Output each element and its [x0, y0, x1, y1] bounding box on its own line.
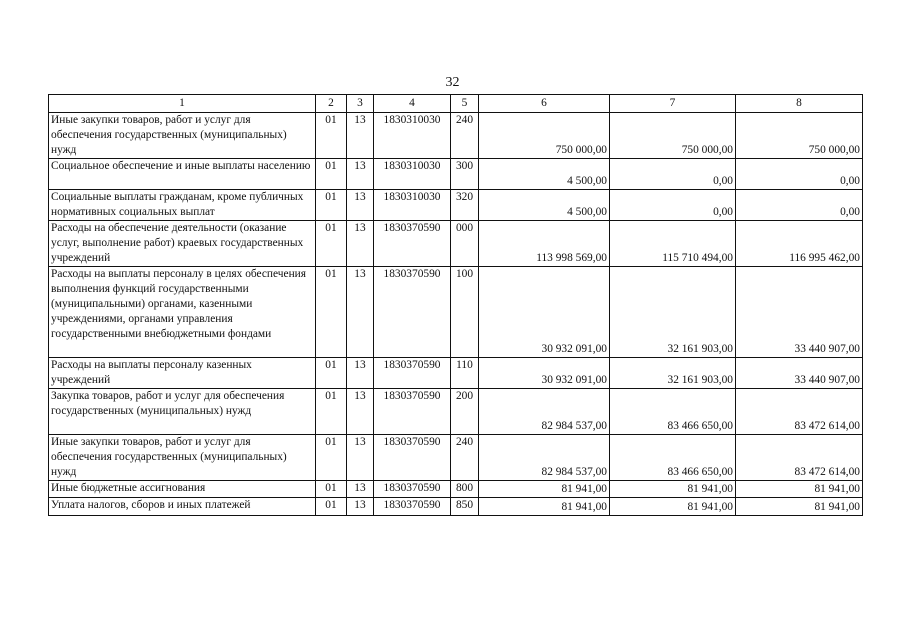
target-article-cell: 1830370590 — [374, 389, 451, 435]
amount-col7-cell: 81 941,00 — [610, 481, 736, 498]
section-code-cell: 01 — [316, 221, 347, 267]
amount-col6-cell: 750 000,00 — [479, 113, 610, 159]
amount-col6-cell: 30 932 091,00 — [479, 267, 610, 358]
expense-type-cell: 800 — [451, 481, 479, 498]
expense-type-cell: 850 — [451, 498, 479, 516]
amount-col8-cell: 83 472 614,00 — [736, 435, 863, 481]
row-name-cell: Расходы на обеспечение деятельности (оказание услуг, выполнение работ) краевых государственных учреждений — [49, 221, 316, 267]
column-header: 6 — [479, 95, 610, 113]
section-code-cell: 01 — [316, 481, 347, 498]
subsection-code-cell: 13 — [347, 389, 374, 435]
section-code-cell: 01 — [316, 358, 347, 389]
column-header: 5 — [451, 95, 479, 113]
expense-type-cell: 110 — [451, 358, 479, 389]
subsection-code-cell: 13 — [347, 221, 374, 267]
subsection-code-cell: 13 — [347, 159, 374, 190]
section-code-cell: 01 — [316, 498, 347, 516]
row-name-cell: Иные бюджетные ассигнования — [49, 481, 316, 498]
amount-col6-cell: 113 998 569,00 — [479, 221, 610, 267]
expense-type-cell: 240 — [451, 435, 479, 481]
target-article-cell: 1830370590 — [374, 498, 451, 516]
page-number: 32 — [445, 75, 460, 90]
amount-col6-cell: 82 984 537,00 — [479, 389, 610, 435]
target-article-cell: 1830370590 — [374, 221, 451, 267]
subsection-code-cell: 13 — [347, 498, 374, 516]
target-article-cell: 1830310030 — [374, 159, 451, 190]
target-article-cell: 1830370590 — [374, 481, 451, 498]
section-code-cell: 01 — [316, 113, 347, 159]
table-row — [49, 267, 863, 358]
target-article-cell: 1830310030 — [374, 113, 451, 159]
amount-col8-cell: 33 440 907,00 — [736, 358, 863, 389]
budget-table — [48, 94, 863, 516]
expense-type-cell: 320 — [451, 190, 479, 221]
amount-col8-cell: 750 000,00 — [736, 113, 863, 159]
amount-col6-cell: 4 500,00 — [479, 159, 610, 190]
row-name-cell: Иные закупки товаров, работ и услуг для обеспечения государственных (муниципальных) нужд — [49, 435, 316, 481]
amount-col7-cell: 83 466 650,00 — [610, 389, 736, 435]
column-header: 3 — [347, 95, 374, 113]
amount-col8-cell: 33 440 907,00 — [736, 267, 863, 358]
amount-col8-cell: 83 472 614,00 — [736, 389, 863, 435]
table-row — [49, 481, 863, 498]
header-row — [49, 95, 863, 113]
amount-col7-cell: 0,00 — [610, 159, 736, 190]
target-article-cell: 1830370590 — [374, 358, 451, 389]
target-article-cell: 1830370590 — [374, 267, 451, 358]
amount-col8-cell: 116 995 462,00 — [736, 221, 863, 267]
target-article-cell: 1830370590 — [374, 435, 451, 481]
column-header: 8 — [736, 95, 863, 113]
table-row — [49, 389, 863, 435]
section-code-cell: 01 — [316, 435, 347, 481]
amount-col8-cell: 0,00 — [736, 159, 863, 190]
subsection-code-cell: 13 — [347, 358, 374, 389]
section-code-cell: 01 — [316, 190, 347, 221]
column-header: 4 — [374, 95, 451, 113]
amount-col7-cell: 32 161 903,00 — [610, 358, 736, 389]
expense-type-cell: 200 — [451, 389, 479, 435]
expense-type-cell: 300 — [451, 159, 479, 190]
amount-col8-cell: 81 941,00 — [736, 481, 863, 498]
row-name-cell: Уплата налогов, сборов и иных платежей — [49, 498, 316, 516]
amount-col8-cell: 81 941,00 — [736, 498, 863, 516]
table-row — [49, 190, 863, 221]
subsection-code-cell: 13 — [347, 267, 374, 358]
amount-col7-cell: 750 000,00 — [610, 113, 736, 159]
amount-col7-cell: 115 710 494,00 — [610, 221, 736, 267]
amount-col6-cell: 81 941,00 — [479, 498, 610, 516]
section-code-cell: 01 — [316, 267, 347, 358]
row-name-cell: Иные закупки товаров, работ и услуг для обеспечения государственных (муниципальных) нужд — [49, 113, 316, 159]
target-article-cell: 1830310030 — [374, 190, 451, 221]
column-header: 2 — [316, 95, 347, 113]
amount-col6-cell: 30 932 091,00 — [479, 358, 610, 389]
table-row — [49, 221, 863, 267]
subsection-code-cell: 13 — [347, 190, 374, 221]
amount-col6-cell: 82 984 537,00 — [479, 435, 610, 481]
row-name-cell: Расходы на выплаты персоналу казенных учреждений — [49, 358, 316, 389]
row-name-cell: Закупка товаров, работ и услуг для обеспечения государственных (муниципальных) нужд — [49, 389, 316, 435]
row-name-cell: Социальные выплаты гражданам, кроме публичных нормативных социальных выплат — [49, 190, 316, 221]
subsection-code-cell: 13 — [347, 435, 374, 481]
amount-col6-cell: 4 500,00 — [479, 190, 610, 221]
amount-col7-cell: 0,00 — [610, 190, 736, 221]
table-row — [49, 358, 863, 389]
row-name-cell: Социальное обеспечение и иные выплаты населению — [49, 159, 316, 190]
column-header: 1 — [49, 95, 316, 113]
amount-col7-cell: 81 941,00 — [610, 498, 736, 516]
table-row — [49, 113, 863, 159]
table-row — [49, 159, 863, 190]
amount-col7-cell: 32 161 903,00 — [610, 267, 736, 358]
section-code-cell: 01 — [316, 159, 347, 190]
expense-type-cell: 240 — [451, 113, 479, 159]
expense-type-cell: 000 — [451, 221, 479, 267]
amount-col7-cell: 83 466 650,00 — [610, 435, 736, 481]
expense-type-cell: 100 — [451, 267, 479, 358]
subsection-code-cell: 13 — [347, 481, 374, 498]
table-row — [49, 498, 863, 516]
column-header: 7 — [610, 95, 736, 113]
amount-col8-cell: 0,00 — [736, 190, 863, 221]
table-row — [49, 435, 863, 481]
row-name-cell: Расходы на выплаты персоналу в целях обеспечения выполнения функций государственными (муниципальными) органами, казенными учреждениями, органами управления государственными внебюджетными фондами — [49, 267, 316, 358]
section-code-cell: 01 — [316, 389, 347, 435]
subsection-code-cell: 13 — [347, 113, 374, 159]
amount-col6-cell: 81 941,00 — [479, 481, 610, 498]
